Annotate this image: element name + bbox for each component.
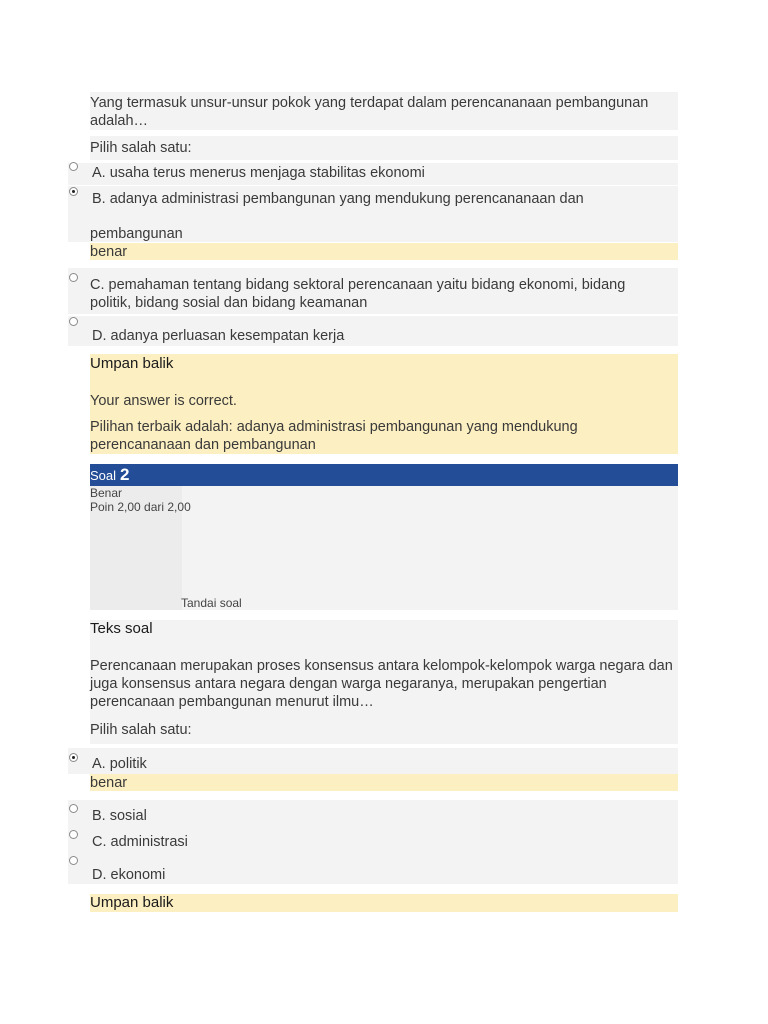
question-2-feedback-title: Umpan balik [90,894,174,911]
q1-option-b-status-bar [90,243,678,260]
question-1-feedback-message: Your answer is correct. [90,393,237,409]
q2-option-a-status-bar [90,774,678,791]
question-2-status: Benar [90,486,123,500]
question-2-prompt: Pilih salah satu: [90,722,192,738]
q1-option-a-radio[interactable] [69,162,78,171]
q1-option-b-label-cont[interactable]: pembangunan [90,226,183,242]
question-2-section-title: Teks soal [90,620,153,637]
question-1-best-answer: Pilihan terbaik adalah: adanya administrasi pembangunan yang mendukung perencananaan dan pembangunan [90,419,578,453]
q2-option-b-radio[interactable] [69,804,78,813]
q1-option-c-radio[interactable] [69,273,78,282]
question-1-text: Yang termasuk unsur-unsur pokok yang terdapat dalam perencananaan pembangunan adalah… [90,95,649,129]
q1-option-c-label[interactable]: C. pemahaman tentang bidang sektoral perencanaan yaitu bidang ekonomi, bidang politik, bidang sosial dan bidang keamanan [90,277,626,311]
question-2-flag-link[interactable]: Tandai soal [181,596,242,610]
q2-option-b-row[interactable] [68,800,678,828]
q2-option-d-radio[interactable] [69,856,78,865]
q1-option-d-label[interactable]: D. adanya perluasan kesempatan kerja [92,328,345,344]
q1-option-a-label[interactable]: A. usaha terus menerus menjaga stabilitas ekonomi [92,165,425,181]
q2-option-c-radio[interactable] [69,830,78,839]
q1-option-b-label[interactable]: B. adanya administrasi pembangunan yang mendukung perencananaan dan [92,191,584,207]
question-2-feedback-panel [90,894,678,912]
q2-option-d-label[interactable]: D. ekonomi [92,867,166,883]
q2-option-a-status: benar [90,775,128,791]
q2-option-a-radio[interactable] [69,753,78,762]
q2-option-c-label[interactable]: C. administrasi [92,834,188,850]
q1-option-d-radio[interactable] [69,317,78,326]
question-2-points: Poin 2,00 dari 2,00 [90,500,191,514]
q1-option-b-status: benar [90,244,128,260]
question-2-text: Perencanaan merupakan proses konsensus antara kelompok-kelompok warga negara dan juga konsensus antara negara dengan warga negaranya, merupakan pengertian perencanaan pembangunan menurut ilmu… [90,658,673,710]
question-2-header [90,464,678,486]
q2-option-a-label[interactable]: A. politik [92,756,147,772]
question-2-number: 2 [120,465,130,484]
q2-option-a-row[interactable] [68,748,678,774]
q1-option-b-radio[interactable] [69,187,78,196]
question-1-prompt: Pilih salah satu: [90,140,192,156]
q2-option-b-label[interactable]: B. sosial [92,808,147,824]
question-1-feedback-title: Umpan balik [90,355,174,372]
question-2-header-label: Soal [90,468,117,483]
